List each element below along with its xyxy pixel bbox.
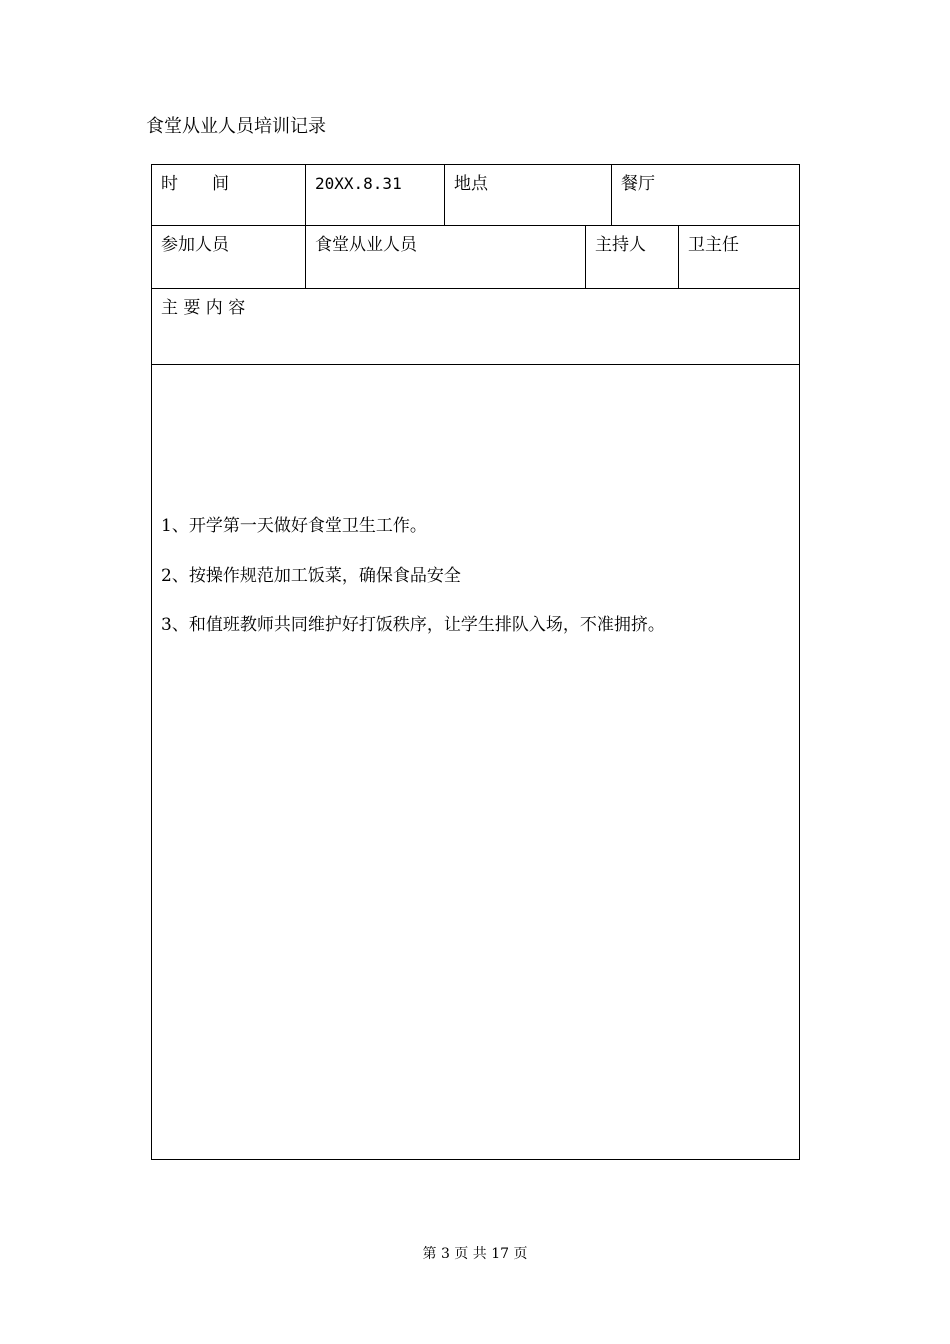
content-item-1: 1、开学第一天做好食堂卫生工作。 <box>161 516 427 536</box>
content-body <box>152 365 799 1159</box>
participants-value: 食堂从业人员 <box>305 226 585 288</box>
page-number-footer: 第 3 页 共 17 页 <box>422 1246 528 1262</box>
content-item-2: 2、按操作规范加工饭菜，确保食品安全 <box>161 566 461 586</box>
training-record-table <box>151 164 800 1160</box>
time-label: 时 间 <box>161 174 229 194</box>
participants-label: 参加人员 <box>161 235 229 255</box>
document-title: 食堂从业人员培训记录 <box>146 116 326 137</box>
content-label: 主 要 内 容 <box>161 298 246 318</box>
table-row-participants-host <box>152 226 799 289</box>
time-value: 20XX.8.31 <box>305 165 444 225</box>
location-value: 餐厅 <box>611 165 799 225</box>
content-item-3: 3、和值班教师共同维护好打饭秩序，让学生排队入场，不准拥挤。 <box>161 615 665 635</box>
table-row-time-location <box>152 165 799 226</box>
location-label: 地点 <box>444 165 611 225</box>
host-label: 主持人 <box>585 226 678 288</box>
table-row-content-header <box>152 289 799 365</box>
host-value: 卫主任 <box>678 226 799 288</box>
